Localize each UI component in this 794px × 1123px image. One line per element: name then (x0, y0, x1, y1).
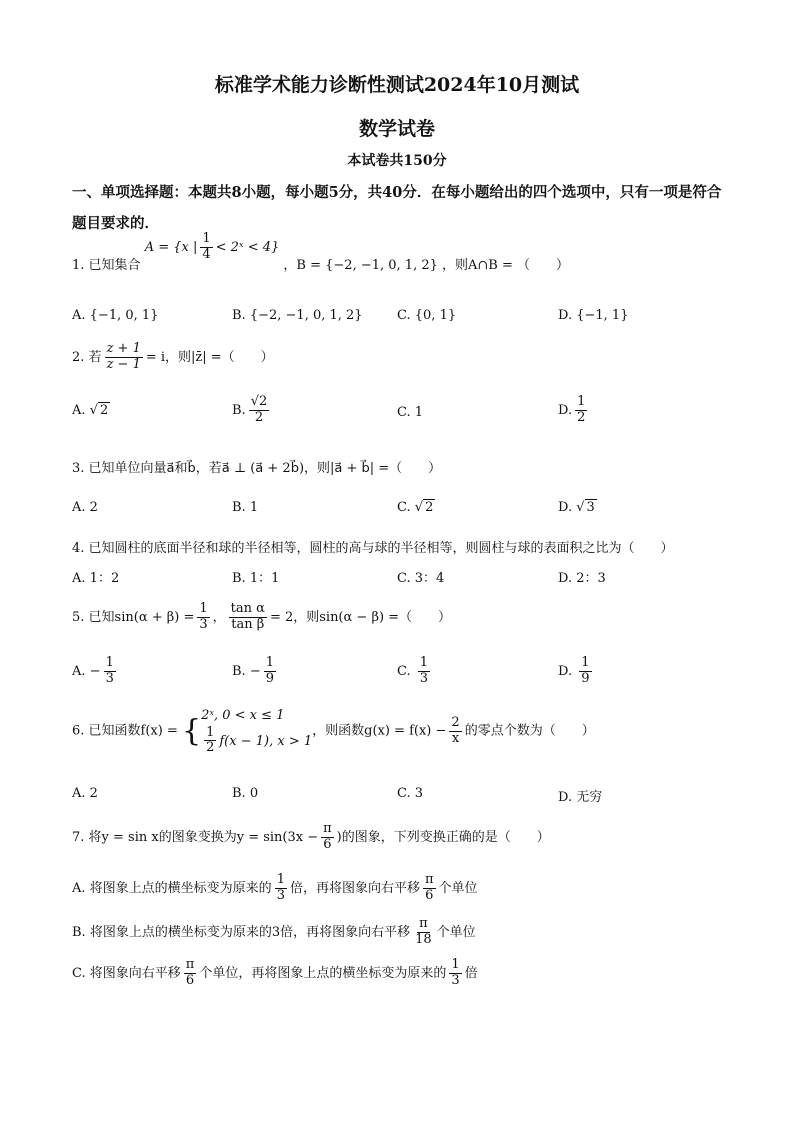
option-text: 个单位，再将图象上点的横坐标变为原来的 (199, 965, 447, 981)
fraction (197, 602, 209, 633)
exam-title: 标准学术能力诊断性测试2024年10月测试 (214, 74, 580, 96)
q4-option-d[interactable] (558, 567, 606, 586)
option-text: 1：1 (249, 571, 280, 586)
q1-option-c[interactable] (397, 308, 456, 323)
option-label: C. (397, 786, 411, 801)
fraction-den: 2 (577, 409, 586, 425)
q3-option-d[interactable] (558, 500, 597, 515)
option-text: {−1, 0, 1} (89, 308, 159, 323)
fraction (184, 958, 197, 989)
option-label: C. (397, 405, 411, 420)
case-1: 2ˣ, 0 < x ≤ 1 (201, 708, 285, 723)
option-label: A. (72, 403, 86, 418)
q3-option-a[interactable] (72, 500, 98, 515)
question-suffix: = 2，则sin(α − β) =（ ） (269, 609, 452, 625)
option-text: {0, 1} (414, 308, 457, 323)
q2-option-a[interactable] (72, 403, 110, 418)
q7-option-c[interactable] (72, 958, 478, 989)
question-suffix: = i，则|z̄| =（ ） (145, 349, 274, 365)
fraction-num: π (185, 957, 195, 972)
fraction-num: 1 (419, 655, 429, 670)
fraction-den: 6 (425, 887, 434, 903)
fraction (579, 656, 591, 687)
question-suffix: ，则A∩B = （ ） (442, 257, 570, 273)
fraction-num: π (419, 916, 428, 931)
question-suffix: )的图象，下列变换正确的是（ ） (336, 829, 550, 845)
fraction-den: 2 (254, 409, 264, 425)
option-text: 1：2 (89, 571, 120, 586)
option-text: 将图象向右平移 (89, 965, 181, 981)
q5-option-a[interactable] (72, 656, 119, 687)
option-text: 倍 (464, 965, 478, 981)
question-number: 7. (72, 829, 85, 845)
fraction (105, 342, 143, 373)
option-text: {−1, 1} (576, 308, 629, 323)
question-text: ， (212, 609, 226, 625)
q5-option-d[interactable] (558, 656, 595, 687)
option-label: B. (232, 500, 246, 515)
fraction-den: z − 1 (106, 356, 141, 372)
option-label: A. (72, 308, 86, 323)
fraction (200, 232, 212, 263)
q3-option-b[interactable] (232, 500, 258, 515)
q6-option-c[interactable] (397, 786, 423, 801)
fraction-den: 3 (419, 670, 429, 686)
option-text: {−2, −1, 0, 1, 2} (249, 308, 363, 323)
option-label: D. (558, 790, 573, 805)
option-label: A. (72, 880, 86, 896)
case-2 (201, 726, 312, 757)
option-sign: − (249, 663, 261, 679)
option-label: D. (558, 402, 573, 418)
option-label: A. (72, 571, 86, 586)
q6-option-d[interactable] (558, 786, 602, 805)
fraction-num: 1 (105, 655, 114, 670)
fraction-num: 1 (581, 655, 590, 670)
piecewise-brace: { (182, 713, 202, 749)
q4-option-c[interactable] (397, 567, 444, 586)
q1-option-a[interactable] (72, 308, 158, 323)
set-b-expression: ，B = {−2, −1, 0, 1, 2} (283, 257, 438, 273)
option-text: 2 (425, 500, 434, 515)
option-label: B. (232, 663, 246, 679)
option-label: C. (397, 571, 411, 586)
option-text: 3 (586, 500, 595, 515)
option-text: 2 (89, 500, 98, 515)
option-text: 2：3 (576, 571, 606, 586)
option-label: D. (558, 663, 573, 679)
fraction-den: 9 (581, 670, 590, 686)
set-a-left: A = {x | (144, 239, 198, 255)
sqrt: √ 2 (89, 403, 109, 418)
q7-option-a[interactable] (72, 873, 478, 904)
q1-option-d[interactable] (558, 308, 628, 323)
sqrt: √ 2 (414, 500, 434, 515)
fraction-den: 3 (199, 616, 208, 632)
fraction-den: 4 (202, 246, 211, 262)
option-label: B. (72, 924, 86, 940)
option-label: B. (232, 786, 246, 801)
fraction-num: 2 (451, 714, 460, 730)
question-number: 1. (72, 257, 85, 273)
fraction-den: 9 (265, 670, 275, 686)
question-text: 已知单位向量a⃗和b⃗，若a⃗ ⊥ (a⃗ + 2b⃗)，则|a⃗ + b⃗| =（ ） (88, 461, 442, 476)
fraction-num: 1 (577, 394, 586, 409)
case-2-text: f(x − 1), x > 1 (219, 733, 313, 749)
option-label: C. (397, 663, 411, 679)
sqrt: √ 3 (576, 500, 595, 515)
option-label: C. (72, 965, 86, 981)
fraction (449, 716, 461, 747)
q2-option-b[interactable] (232, 395, 272, 426)
exam-subtitle: 数学试卷 (358, 118, 435, 140)
exam-info: 本试卷共150分 (347, 153, 447, 169)
fraction-num: 1 (199, 601, 208, 616)
fraction-num: 1 (206, 724, 215, 740)
fraction (321, 822, 334, 853)
question-5 (72, 602, 451, 633)
option-text: 3 (414, 786, 424, 801)
fraction-den: 18 (415, 931, 432, 947)
fraction-den: 2 (206, 740, 215, 756)
option-text: 个单位 (436, 924, 476, 940)
question-number: 3. (72, 461, 85, 476)
question-text: 已知函数f(x) = (88, 723, 178, 739)
fraction (423, 873, 436, 904)
option-text: 0 (249, 786, 259, 801)
fraction-den: 3 (276, 887, 285, 903)
question-number: 2. (72, 349, 85, 365)
option-label: C. (397, 308, 411, 323)
fraction-num: tan α (230, 601, 265, 616)
fraction (575, 395, 587, 426)
piecewise-cases (201, 706, 312, 756)
fraction-den: x (451, 730, 460, 746)
question-6 (72, 706, 595, 756)
question-7 (72, 822, 550, 853)
option-label: B. (232, 402, 246, 418)
option-text: 无穷 (576, 790, 603, 805)
question-text: 将y = sin x的图象变换为y = sin(3x − (88, 829, 319, 845)
fraction (249, 395, 270, 426)
question-4 (72, 537, 674, 556)
question-1 (72, 231, 570, 281)
option-label: D. (558, 500, 573, 515)
question-number: 5. (72, 609, 85, 625)
fraction-num: z + 1 (106, 341, 141, 356)
q4-option-a[interactable] (72, 567, 119, 586)
fraction (418, 656, 430, 687)
option-text: 将图象上点的横坐标变为原来的 (89, 880, 272, 896)
question-text: 已知圆柱的底面半径和球的半径相等，圆柱的高与球的半径相等，则圆柱与球的表面积之比为（ ） (88, 541, 674, 556)
fraction (104, 656, 116, 687)
option-text: 将图象上点的横坐标变为原来的3倍，再将图象向右平移 (89, 924, 411, 940)
fraction-den: 3 (105, 670, 114, 686)
question-text: 已知集合 (88, 257, 141, 273)
fraction-den: 6 (185, 972, 195, 988)
fraction (264, 656, 276, 687)
fraction-den: 3 (451, 972, 460, 988)
q3-option-c[interactable] (397, 500, 435, 515)
question-text: 若 (88, 349, 102, 365)
q6-option-b[interactable] (232, 786, 258, 801)
question-number: 6. (72, 723, 85, 739)
option-label: D. (558, 308, 573, 323)
q5-option-b[interactable] (232, 656, 279, 687)
option-text: 3：4 (414, 571, 445, 586)
fraction-num: 1 (202, 231, 211, 246)
option-label: A. (72, 663, 86, 679)
option-label: B. (232, 308, 246, 323)
fraction (413, 917, 434, 948)
question-suffix: 的零点个数为（ ） (464, 723, 595, 739)
fraction (204, 726, 216, 757)
option-text: 2 (89, 786, 98, 801)
fraction-num: 1 (276, 872, 285, 887)
q2-option-c[interactable] (397, 405, 423, 420)
fraction-den: 6 (323, 836, 332, 852)
fraction-num: 1 (265, 655, 275, 670)
option-text: 2 (99, 403, 109, 418)
q6-option-a[interactable] (72, 786, 98, 801)
set-a-expression (144, 231, 284, 262)
option-label: C. (397, 500, 411, 515)
option-text: 1 (249, 500, 259, 515)
fraction (229, 602, 267, 633)
q7-option-b[interactable] (72, 917, 476, 948)
fraction-den: tan β (231, 616, 265, 632)
q1-option-b[interactable] (232, 308, 363, 323)
q2-option-d[interactable] (558, 395, 590, 426)
fraction (449, 958, 461, 989)
question-2 (72, 342, 274, 373)
fraction-num: π (323, 821, 332, 836)
option-text: 个单位 (438, 880, 478, 896)
question-3 (72, 457, 441, 476)
question-text: 已知sin(α + β) = (88, 609, 195, 625)
option-label: B. (232, 571, 246, 586)
fraction-num: √2 (250, 394, 268, 409)
section-heading: 一、单项选择题：本题共8小题，每小题5分，共40分．在每小题给出的四个选项中，只有一项是符合题目要求的． (72, 184, 722, 232)
q5-option-c[interactable] (397, 656, 433, 687)
option-label: D. (558, 571, 573, 586)
option-sign: − (89, 663, 101, 679)
question-number: 4. (72, 541, 85, 556)
option-text: 倍，再将图象向右平移 (289, 880, 420, 896)
option-text: 1 (414, 405, 424, 420)
option-label: A. (72, 786, 86, 801)
q4-option-b[interactable] (232, 567, 279, 586)
option-label: A. (72, 500, 86, 515)
fraction (275, 873, 287, 904)
fraction-num: π (424, 872, 434, 887)
set-a-right: < 2ˣ < 4} (215, 239, 280, 255)
fraction-num: 1 (451, 957, 460, 972)
question-text: ，则函数g(x) = f(x) − (312, 723, 447, 739)
